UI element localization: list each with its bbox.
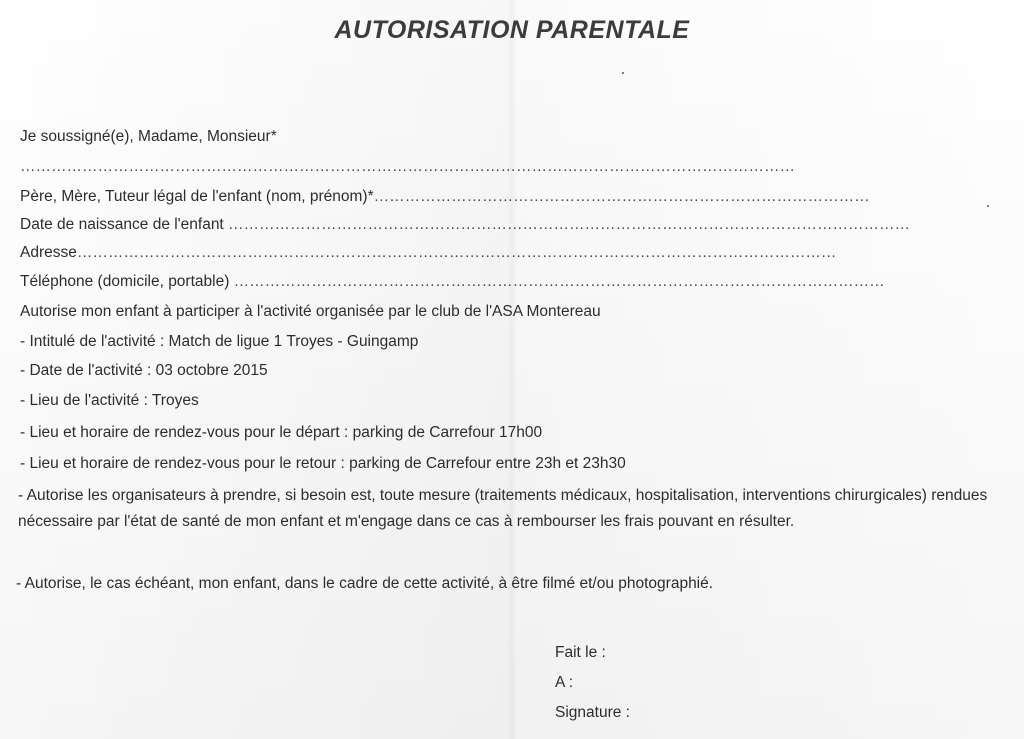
depart-line: - Lieu et horaire de rendez-vous pour le départ : parking de Carrefour 17h00: [20, 424, 543, 441]
photo-line: - Autorise, le cas échéant, mon enfant, dans le cadre de cette activité, à être filmé et/ou photographié.: [16, 575, 714, 592]
naissance-label: Date de naissance de l'enfant: [20, 216, 229, 233]
telephone-label: Téléphone (domicile, portable): [20, 273, 234, 290]
parent-line: [20, 188, 870, 206]
telephone-line: [20, 273, 885, 291]
autorise-line: Autorise mon enfant à participer à l'activité organisée par le club de l'ASA Montereau: [20, 303, 601, 320]
naissance-line: [20, 216, 910, 234]
fait-le-label: Fait le :: [555, 644, 606, 661]
naissance-dots: ……………………………………………………………………………………………………………………: [228, 216, 911, 233]
paper-speck: [987, 205, 989, 207]
lieu-signature-label: A :: [555, 674, 574, 691]
paper-speck: [622, 72, 624, 74]
telephone-dots: ………………………………………………………………………………………………………………: [233, 273, 885, 290]
intitule-line: - Intitulé de l'activité : Match de ligue 1 Troyes - Guingamp: [20, 333, 419, 350]
adresse-dots: …………………………………………………………………………………………………………………………………: [76, 244, 837, 261]
adresse-line: [20, 244, 836, 262]
lieu-line: - Lieu de l'activité : Troyes: [20, 392, 199, 409]
page-title: AUTORISATION PARENTALE: [334, 16, 690, 44]
signature-label: Signature :: [555, 704, 630, 721]
parent-dots: ……………………………………………………………………………………: [373, 188, 870, 205]
medical-paragraph: - Autorise les organisateurs à prendre, si besoin est, toute mesure (traitements médicaux, hospitalisation, interventions chirurgicales) rendues nécessaire par l'état de santé de mon enfant et m'engage dans ce cas à rembourser les frais pouvant en résulter.: [18, 487, 988, 530]
date-line: - Date de l'activité : 03 octobre 2015: [20, 362, 268, 379]
soussigne-line: Je soussigné(e), Madame, Monsieur*: [20, 128, 277, 145]
soussigne-dots-line: [20, 158, 795, 176]
soussigne-dots: ……………………………………………………………………………………………………………………………………: [20, 158, 795, 175]
adresse-label: Adresse: [20, 244, 77, 261]
retour-line: - Lieu et horaire de rendez-vous pour le retour : parking de Carrefour entre 23h et 23h30: [20, 455, 626, 472]
parent-label: Père, Mère, Tuteur légal de l'enfant (nom, prénom)*: [20, 188, 374, 205]
